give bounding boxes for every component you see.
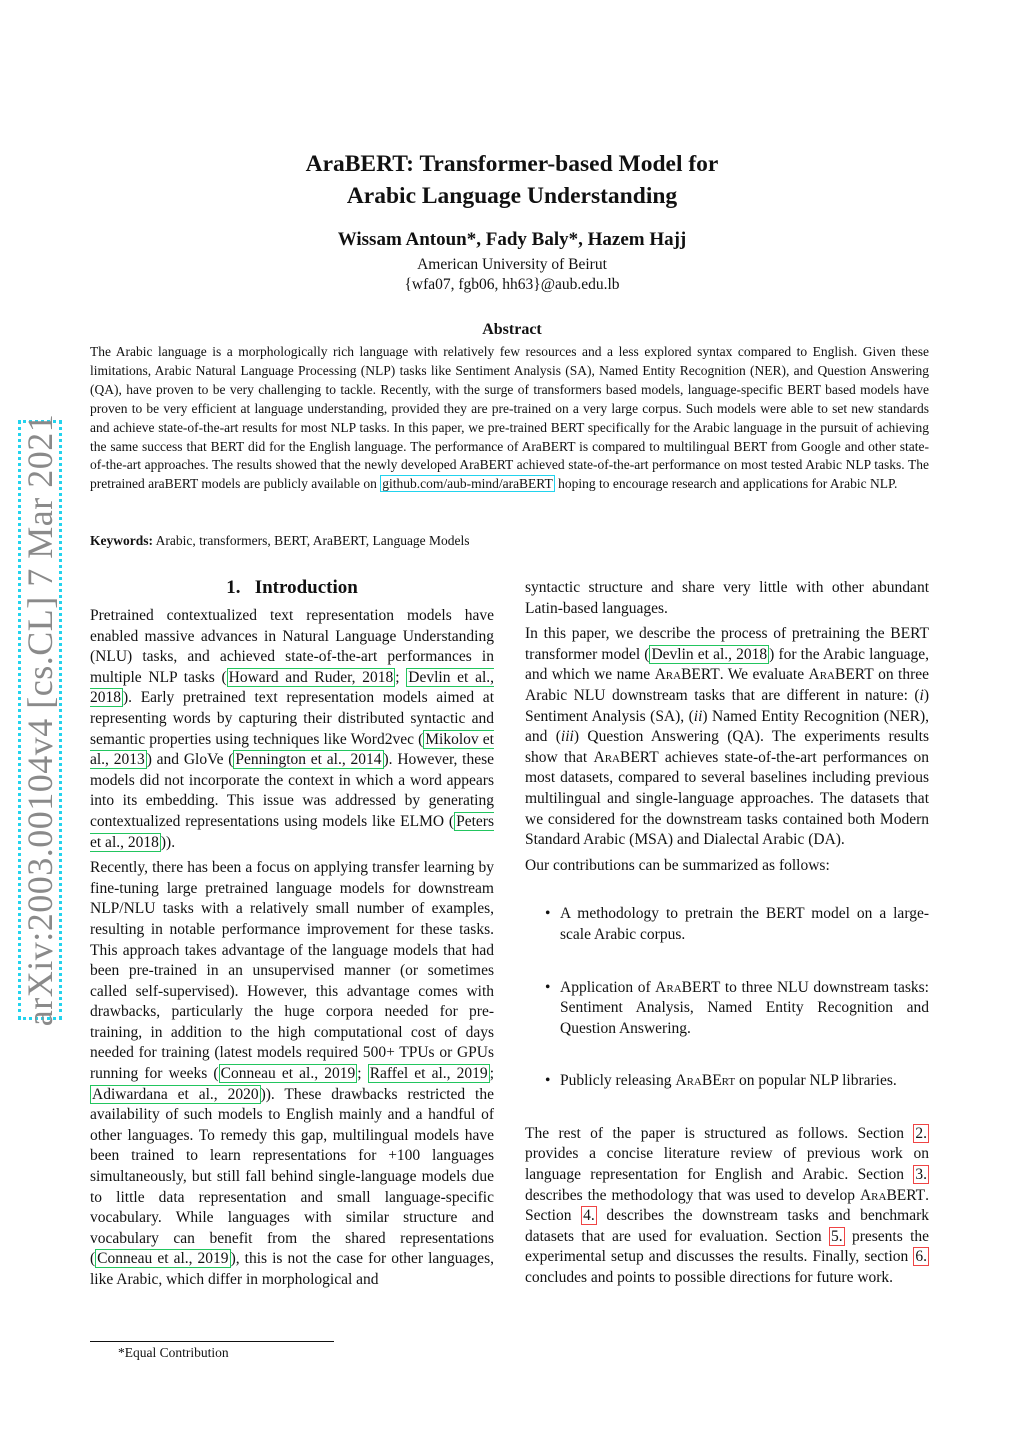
text: )). These drawbacks restricted the availability of such models to English mainly and a handful of other languages. To remedy this gap, multilingual models have been trained to learn representations for +100 languages simultaneously, but still fall behind single-language models due to little data representation and small language-specific vocabulary. While languages with similar structure and vocabulary can benefit from the shared representations ( — [90, 1085, 494, 1268]
keywords-text: Arabic, transformers, BERT, AraBERT, Language Models — [153, 533, 470, 548]
text: ). Early pretrained text representation models aimed at representing words by capturing their distributed syntactic and semantic properties using techniques like Word2vec ( — [90, 689, 494, 748]
left-column — [90, 576, 494, 1296]
citation-link[interactable]: Peters et al., 2018 — [90, 812, 494, 851]
intro-paragraph-6 — [525, 1124, 929, 1289]
citation-link[interactable]: Devlin et al., 2018 — [651, 645, 768, 663]
text: . We evaluate — [719, 666, 809, 684]
text: ) for the Arabic language, and which we name — [525, 645, 929, 684]
intro-paragraph-4 — [525, 624, 929, 851]
emails: {wfa07, fgb06, hh63}@aub.edu.lb — [404, 276, 620, 293]
text: presents the experimental setup and discusses the results. Finally, section — [525, 1227, 930, 1266]
affiliation: American University of Beirut — [417, 256, 607, 273]
text: describes the downstream tasks and benchmark datasets that are used for evaluation. Section — [525, 1207, 929, 1245]
text: In this paper, we describe the process of pretraining the BERT transformer model ( — [525, 625, 929, 663]
text: ) Question Answering (QA). The experiments results show that — [525, 728, 929, 766]
citation-link[interactable]: Adiwardana et al., 2020 — [92, 1085, 259, 1103]
text: ; — [357, 1065, 368, 1083]
citation-link[interactable]: Howard and Ruder, 2018 — [228, 668, 394, 686]
section-number: 1. — [226, 577, 241, 598]
author-rest: , Fady Baly*, Hazem Hajj — [476, 229, 687, 250]
keywords — [90, 533, 929, 549]
list-item: • A methodology to pretrain the BERT model on a large-scale Arabic corpus. — [525, 904, 929, 945]
abstract-body — [90, 343, 929, 494]
model-name: AraBERT — [655, 978, 721, 996]
text: provides a concise literature review of previous work on language representation for English and Arabic. Section — [525, 1145, 929, 1184]
footnote-rule — [90, 1341, 334, 1342]
section-heading — [90, 576, 494, 600]
roman-numeral: iii — [560, 728, 574, 746]
github-link[interactable]: github.com/aub-mind/araBERT — [382, 476, 553, 492]
intro-paragraph-5: Our contributions can be summarized as follows: — [525, 856, 830, 874]
title-line-1: AraBERT: Transformer-based Model for — [305, 151, 719, 177]
text: ). However, these models did not incorporate the context in which a word appears into its embedding. This issue was addressed by generating contextualized representations using models like ELMO ( — [90, 751, 495, 830]
model-name: AraBERT — [593, 748, 659, 766]
text: describes the methodology that was used to develop — [525, 1186, 860, 1204]
text: to three NLU downstream tasks: Sentiment Analysis, Named Entity Recognition and Question Answering. — [560, 978, 929, 1037]
section-ref-link[interactable]: 5. — [830, 1227, 843, 1245]
citation-link[interactable]: Conneau et al., 2019 — [97, 1250, 229, 1268]
arxiv-stamp[interactable] — [18, 413, 62, 1027]
author-first: Wissam Antoun* — [337, 229, 477, 250]
model-name: AraBErt — [675, 1072, 736, 1090]
text: ; — [489, 1065, 494, 1083]
arxiv-id: arXiv:2003.00104v4 [cs.CL] 7 Mar 2021 — [20, 413, 60, 1027]
text: ) and GloVe ( — [146, 751, 234, 769]
citation-link[interactable]: Raffel et al., 2019 — [369, 1065, 488, 1083]
text: on popular NLP libraries. — [735, 1072, 897, 1090]
title-line-2: Arabic Language Understanding — [346, 183, 678, 209]
intro-paragraph-3: syntactic structure and share very little with other abundant Latin-based languages. — [525, 579, 929, 617]
section-ref-link[interactable]: 2. — [915, 1124, 927, 1142]
list-item — [525, 1071, 929, 1092]
author-list — [0, 229, 1024, 251]
section-ref-link[interactable]: 6. — [915, 1248, 927, 1266]
text: concludes and points to possible directions for future work. — [525, 1269, 894, 1287]
text: Pretrained contextualized text representation models have enabled massive advances in Natural Language Understanding (NLU) tasks, and achieved state-of-the-art performances in multiple NLP tasks ( — [90, 607, 494, 686]
section-ref-link[interactable]: 3. — [915, 1166, 927, 1184]
text: ) Sentiment Analysis (SA), ( — [525, 686, 929, 725]
text: on three Arabic NLU downstream tasks that are different in nature: ( — [525, 666, 929, 704]
text: ) Named Entity Recognition (NER), and ( — [525, 707, 929, 746]
citation-link[interactable]: Devlin et al., 2018 — [90, 668, 495, 707]
affiliation-block — [0, 255, 1024, 295]
model-name: AraBERT — [808, 666, 874, 684]
text: The rest of the paper is structured as follows. Section — [525, 1124, 914, 1142]
right-column — [525, 578, 929, 1294]
text: achieves state-of-the-art performances on most datasets, compared to several baselines including previous multilingual and single-language approaches. The datasets that we considered for the downstream tasks contained both Modern Standard Arabic (MSA) and Dialectal Arabic (DA). — [525, 748, 929, 849]
text: . Section — [525, 1186, 929, 1225]
keywords-label: Keywords: — [90, 533, 153, 548]
citation-link[interactable]: Pennington et al., 2014 — [235, 751, 382, 769]
model-name: AraBERT — [859, 1186, 926, 1204]
list-item — [525, 978, 929, 1040]
text: ; — [395, 668, 407, 686]
intro-paragraph-2 — [90, 858, 494, 1290]
text: ), this is not the case for other languages, like Arabic, which differ in morphological and — [90, 1250, 494, 1288]
citation-link[interactable]: Mikolov et al., 2013 — [90, 730, 494, 769]
text: Application of — [560, 978, 656, 996]
section-title: Introduction — [254, 577, 358, 598]
text: Publicly releasing — [560, 1072, 676, 1090]
roman-numeral: i — [919, 686, 924, 704]
abstract-text: The Arabic language is a morphologically rich language with relatively few resources and a less explored syntax compared to English. Given these limitations, Arabic Natural Language Processing (NLP) tasks like Sentiment Analysis (SA), Named Entity Recognition (NER), and Question Answering (QA), have proven to be very challenging to tackle. Recently, with the surge of transformers based models, language-specific BERT based models have proven to be very efficient at language understanding, provided they are pre-trained on a very large corpus. Such models were able to set new standards and achieve state-of-the-art results for most NLP tasks. In this paper, we pre-trained BERT specifically for the Arabic language in the pursuit of achieving the same success that BERT did for the English language. The performance of AraBERT is compared to multilingual BERT from Google and other state-of-the-art approaches. The results showed that the newly developed AraBERT achieved state-of-the-art performance on most tested Arabic NLP tasks. The pretrained araBERT models are publicly available on — [90, 344, 929, 492]
citation-link[interactable]: Conneau et al., 2019 — [220, 1065, 356, 1083]
intro-paragraph-1 — [90, 606, 494, 853]
text: )). — [160, 833, 176, 851]
model-name: AraBERT — [654, 666, 720, 684]
section-ref-link[interactable]: 4. — [583, 1207, 595, 1225]
paper-title — [0, 148, 1024, 212]
footnote: *Equal Contribution — [118, 1345, 229, 1360]
abstract-text-end: hoping to encourage research and applications for Arabic NLP. — [554, 476, 898, 492]
roman-numeral: ii — [693, 707, 703, 725]
contributions-list — [525, 904, 929, 1092]
abstract-heading: Abstract — [482, 321, 542, 338]
text: Recently, there has been a focus on applying transfer learning by fine-tuning large pretrained language models for downstream NLP/NLU tasks with a relatively small number of examples, resulting in notable performance improvement for these tasks. This approach takes advantage of the language models that had been pre-trained in an unsupervised manner (or sometimes called self-supervised). However, this advantage comes with drawbacks, particularly the huge corpora needed for pre-training, in addition to the high computational cost of days needed for training (latest models required 500+ TPUs or GPUs running for weeks ( — [90, 859, 494, 1083]
